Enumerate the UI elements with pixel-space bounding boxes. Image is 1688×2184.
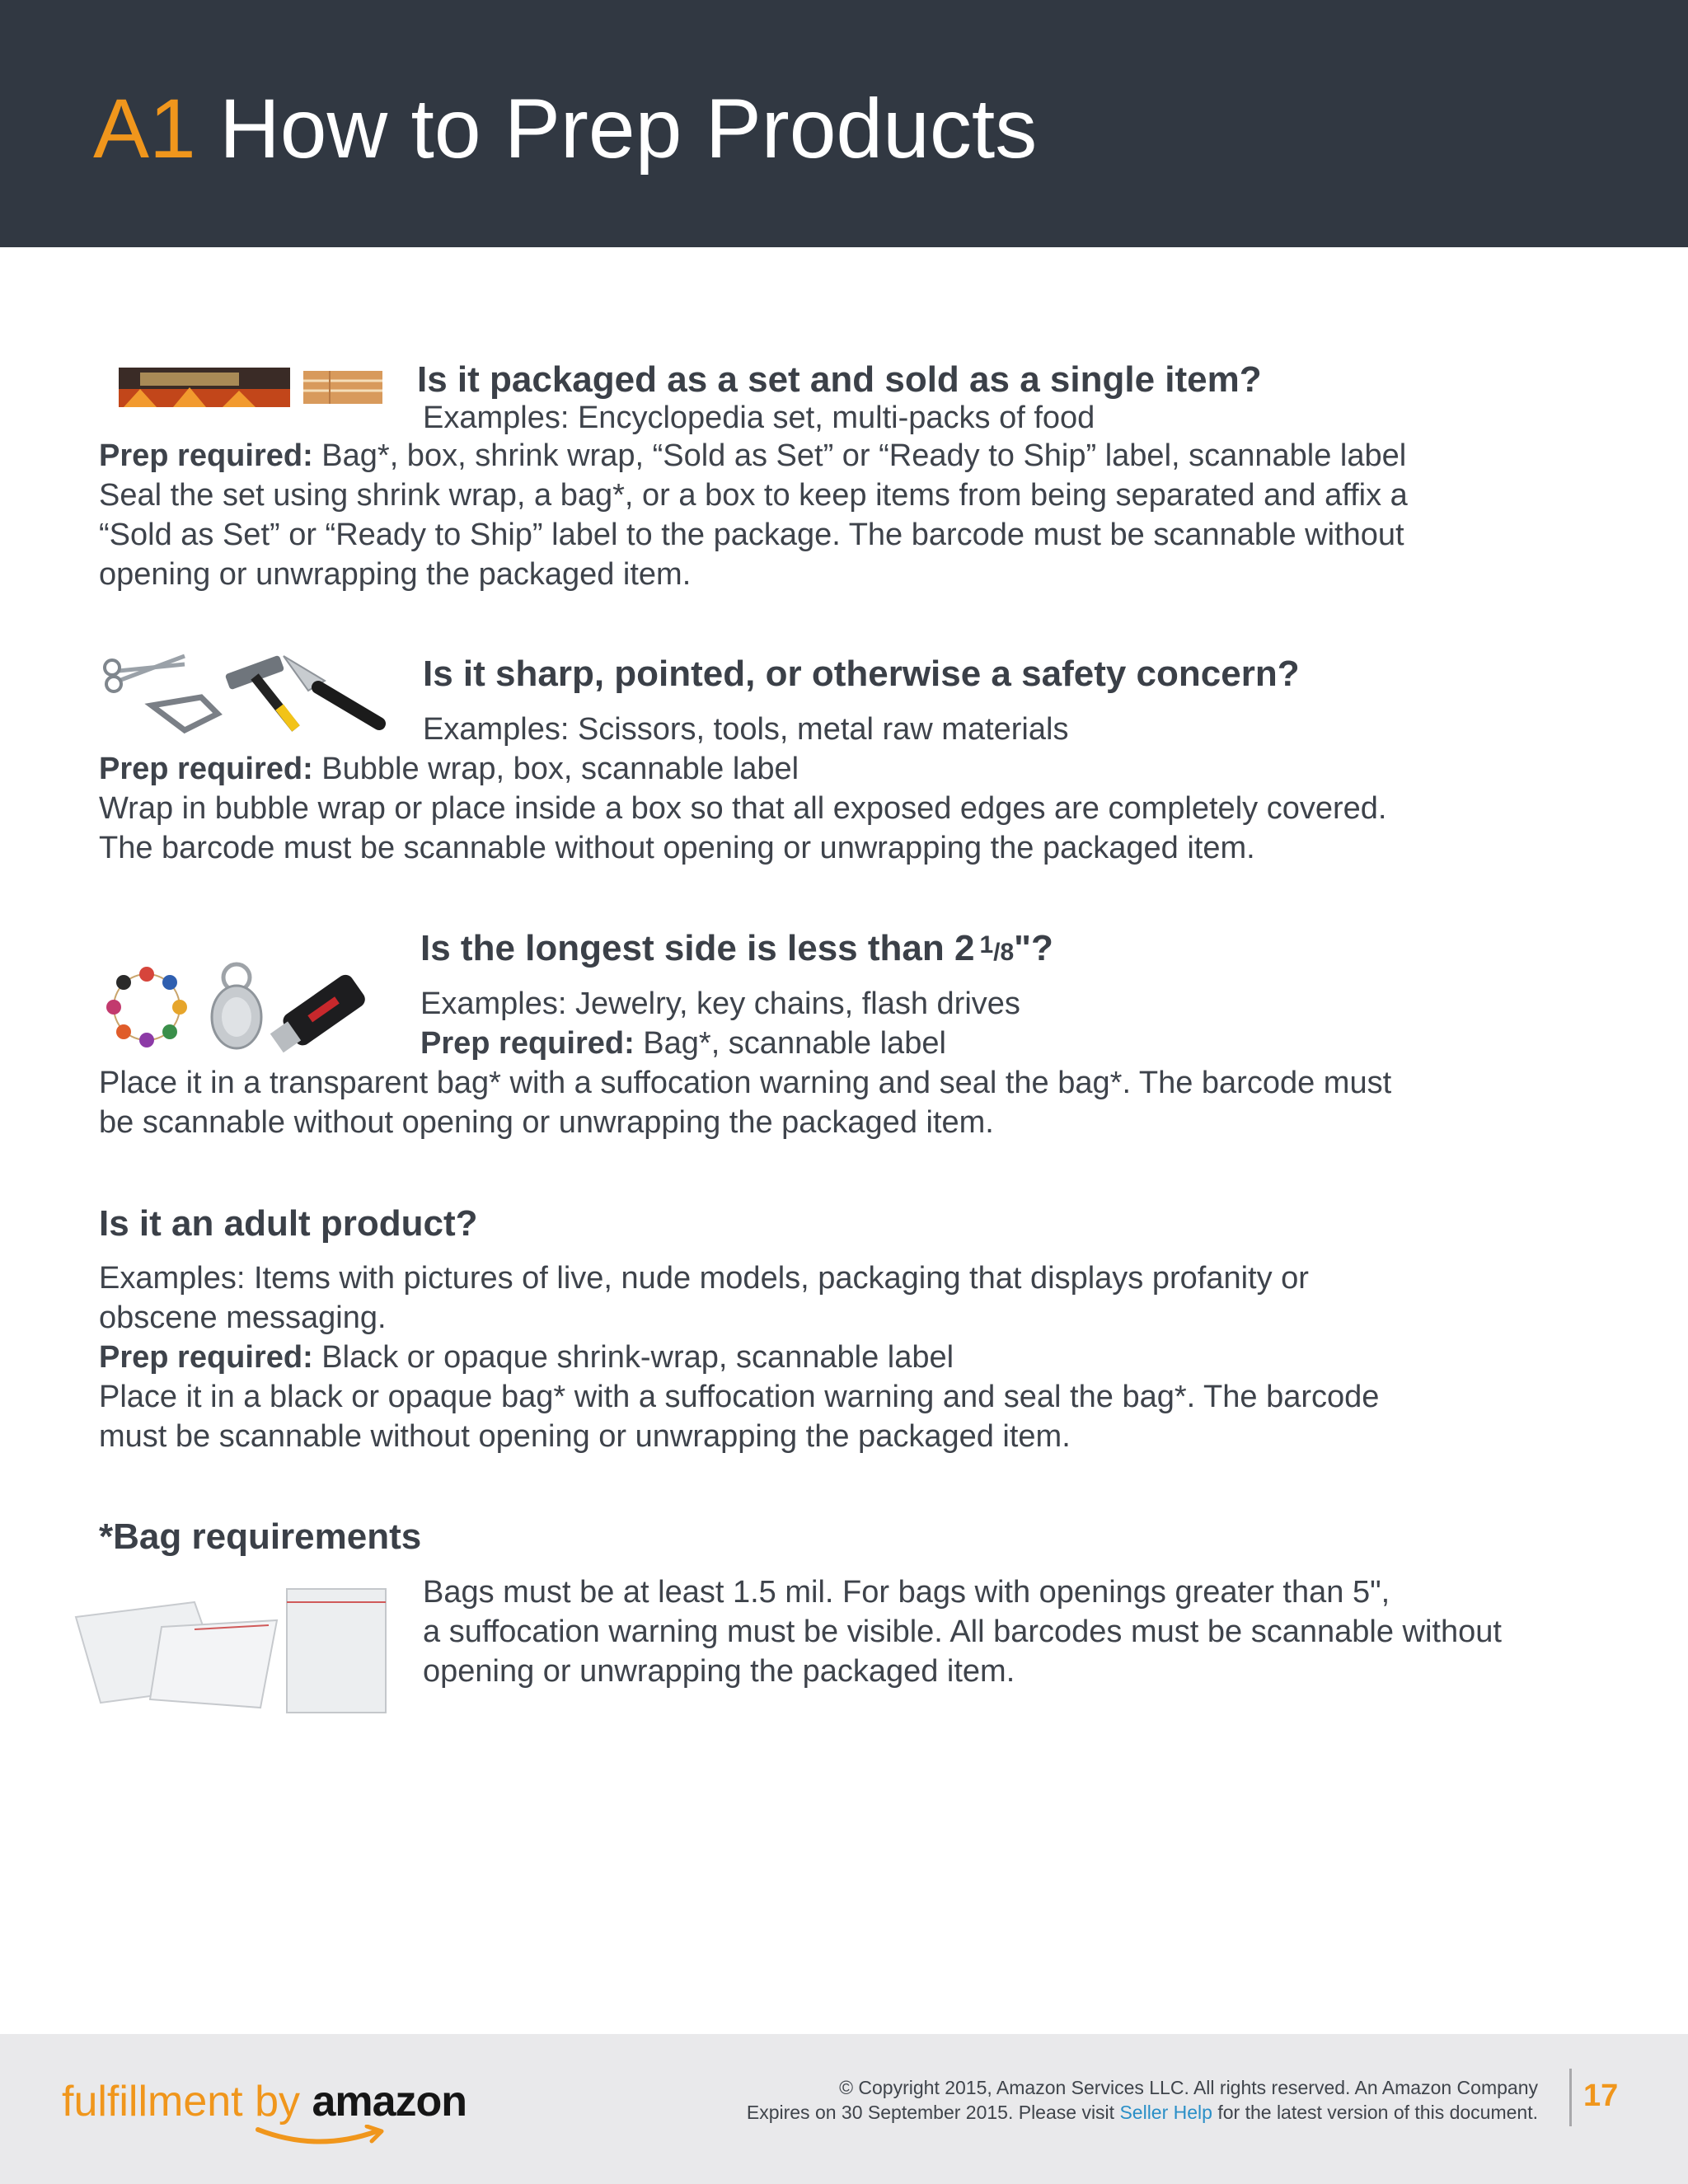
body-line: “Sold as Set” or “Ready to Ship” label to the package. The barcode must be scannable without bbox=[99, 518, 1404, 552]
body-line: Seal the set using shrink wrap, a bag*, or a box to keep items from being separated and affix a bbox=[99, 478, 1408, 513]
set-prep-text: Bag*, box, shrink wrap, “Sold as Set” or “Ready to Ship” label, scannable label bbox=[312, 438, 1407, 473]
expires-line bbox=[747, 2100, 1538, 2125]
expires-tail: for the latest version of this document. bbox=[1212, 2102, 1538, 2123]
small-prep-label: Prep required: bbox=[420, 1026, 635, 1061]
logo-fulfillment-text: fulfillment by bbox=[62, 2078, 312, 2125]
small-prep bbox=[420, 1024, 946, 1063]
page-number: 17 bbox=[1583, 2079, 1619, 2113]
page-divider bbox=[1569, 2069, 1572, 2126]
copyright-block bbox=[747, 2075, 1538, 2125]
seller-help-link[interactable]: Seller Help bbox=[1119, 2102, 1212, 2123]
body-line: The barcode must be scannable without opening or unwrapping the packaged item. bbox=[99, 831, 1255, 865]
small-question-prefix: Is the longest side is less than 2 bbox=[420, 928, 975, 968]
bag-heading: *Bag requirements bbox=[99, 1516, 422, 1557]
small-body bbox=[99, 1063, 1391, 1142]
bag-body bbox=[423, 1572, 1502, 1691]
body-line: opening or unwrapping the packaged item. bbox=[423, 1654, 1015, 1689]
plastic-bags-image bbox=[71, 1584, 392, 1716]
sharp-prep bbox=[99, 749, 799, 789]
body-line: Wrap in bubble wrap or place inside a box so that all exposed edges are completely covered. bbox=[99, 791, 1387, 826]
sharp-prep-text: Bubble wrap, box, scannable label bbox=[312, 752, 799, 786]
body-line: must be scannable without opening or unwrapping the packaged item. bbox=[99, 1419, 1071, 1454]
boxed-set-image bbox=[115, 364, 387, 410]
adult-question: Is it an adult product? bbox=[99, 1203, 478, 1244]
adult-examples bbox=[99, 1258, 1309, 1338]
set-body bbox=[99, 476, 1408, 594]
body-line: be scannable without opening or unwrapping the packaged item. bbox=[99, 1105, 994, 1140]
bead-cluster bbox=[106, 967, 187, 1047]
body-line: Place it in a black or opaque bag* with a suffocation warning and seal the bag*. The barcode bbox=[99, 1380, 1380, 1414]
set-examples: Examples: Encyclopedia set, multi-packs of food bbox=[423, 401, 1095, 435]
small-question-suffix: "? bbox=[1014, 928, 1053, 968]
body-line: Place it in a transparent bag* with a suffocation warning and seal the bag*. The barcode must bbox=[99, 1066, 1392, 1100]
sharp-question: Is it sharp, pointed, or otherwise a safety concern? bbox=[423, 654, 1300, 694]
fba-logo bbox=[62, 2077, 467, 2126]
examples-line: Examples: Items with pictures of live, nude models, packaging that displays profanity or bbox=[99, 1261, 1309, 1296]
small-items-image bbox=[101, 959, 373, 1053]
copyright-line: © Copyright 2015, Amazon Services LLC. All rights reserved. An Amazon Company bbox=[839, 2077, 1538, 2098]
set-question: Is it packaged as a set and sold as a single item? bbox=[417, 359, 1262, 400]
sharp-body bbox=[99, 789, 1386, 868]
set-prep bbox=[99, 436, 1406, 476]
fraction-numerator: 1 bbox=[979, 931, 994, 958]
tools-image bbox=[102, 648, 391, 740]
page-header bbox=[0, 0, 1688, 247]
sharp-examples: Examples: Scissors, tools, metal raw materials bbox=[423, 712, 1069, 747]
adult-prep-label: Prep required: bbox=[99, 1340, 313, 1375]
small-prep-text: Bag*, scannable label bbox=[634, 1026, 946, 1061]
adult-prep bbox=[99, 1338, 954, 1377]
title-text: How to Prep Products bbox=[219, 82, 1038, 176]
sharp-prep-label: Prep required: bbox=[99, 752, 313, 786]
small-question bbox=[420, 928, 1053, 969]
small-examples: Examples: Jewelry, key chains, flash drives bbox=[420, 987, 1020, 1021]
body-line: Bags must be at least 1.5 mil. For bags with openings greater than 5", bbox=[423, 1575, 1390, 1610]
logo-amazon-text: amazon bbox=[312, 2078, 467, 2125]
expires-text: Expires on 30 September 2015. Please visit bbox=[746, 2102, 1120, 2123]
set-prep-label: Prep required: bbox=[99, 438, 313, 473]
body-line: a suffocation warning must be visible. All barcodes must be scannable without bbox=[423, 1615, 1502, 1649]
page-footer bbox=[0, 2034, 1688, 2184]
adult-body bbox=[99, 1377, 1379, 1456]
page-title bbox=[93, 81, 1037, 177]
adult-prep-text: Black or opaque shrink-wrap, scannable label bbox=[312, 1340, 954, 1375]
amazon-smile-icon bbox=[251, 2125, 400, 2149]
examples-line: obscene messaging. bbox=[99, 1301, 387, 1335]
section-number: A1 bbox=[93, 82, 196, 176]
fraction-denominator: /8 bbox=[993, 939, 1015, 966]
body-line: opening or unwrapping the packaged item. bbox=[99, 557, 692, 592]
